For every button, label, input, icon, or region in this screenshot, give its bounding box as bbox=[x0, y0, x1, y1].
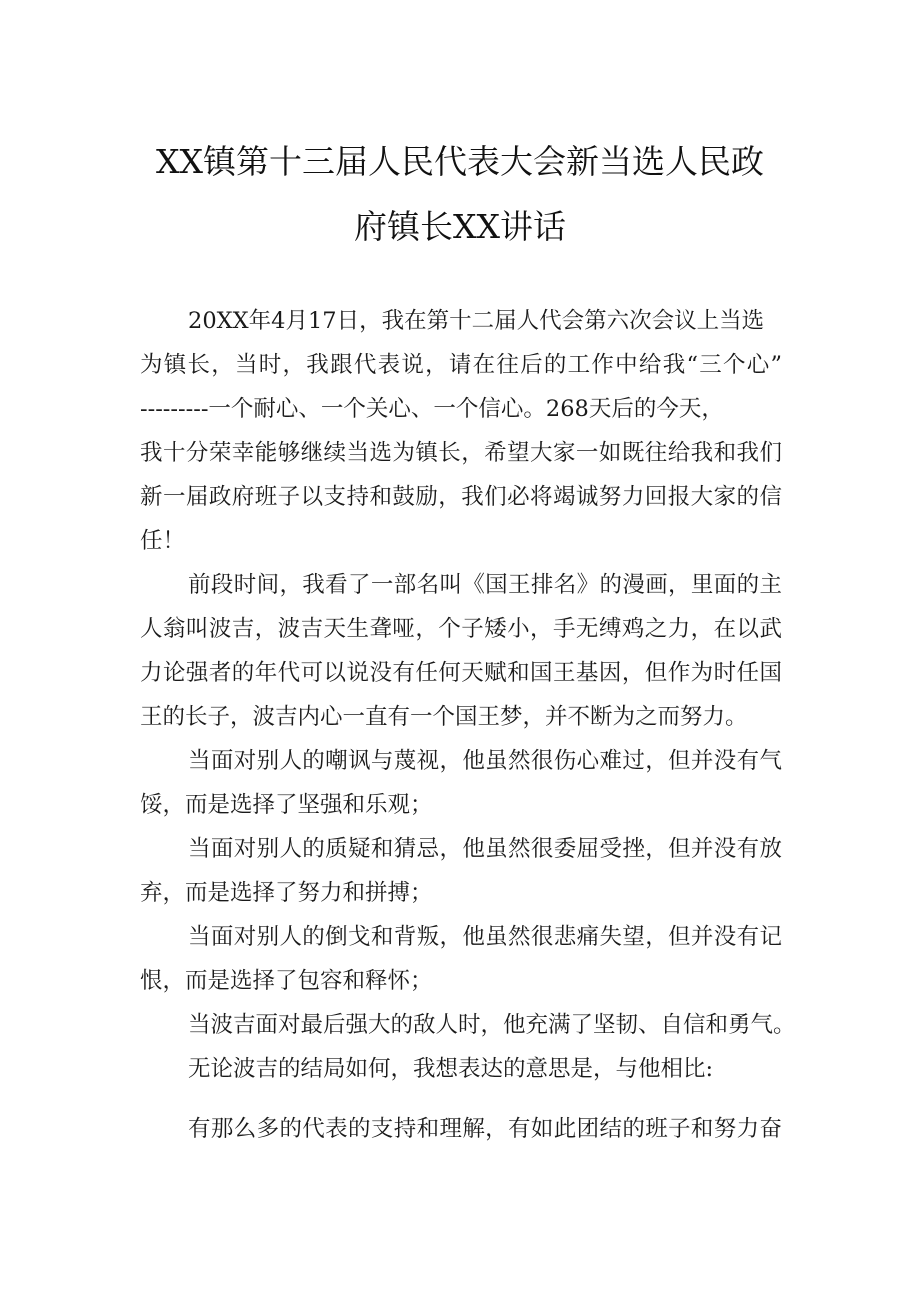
body-line: 有那么多的代表的支持和理解，有如此团结的班子和努力奋 bbox=[188, 1116, 782, 1142]
body-line: 任！ bbox=[140, 528, 186, 554]
body-line: 我十分荣幸能够继续当选为镇长，希望大家一如既往给我和我们 bbox=[140, 440, 782, 466]
body-line: 力论强者的年代可以说没有任何天赋和国王基因，但作为时任国 bbox=[140, 660, 782, 686]
body-line: 人翁叫波吉，波吉天生聋哑，个子矮小，手无缚鸡之力，在以武 bbox=[140, 616, 782, 642]
body-line: 为镇长，当时，我跟代表说，请在往后的工作中给我“三个心” bbox=[140, 352, 782, 378]
body-line: 馁，而是选择了坚强和乐观； bbox=[140, 792, 433, 818]
body-line: 王的长子，波吉内心一直有一个国王梦，并不断为之而努力。 bbox=[140, 704, 748, 730]
body-line: 恨，而是选择了包容和释怀； bbox=[140, 968, 433, 994]
body-line: 当面对别人的嘲讽与蔑视，他虽然很伤心难过，但并没有气 bbox=[188, 748, 782, 774]
document-title-line-2: 府镇长XX讲话 bbox=[354, 207, 566, 246]
body-line: 弃，而是选择了努力和拼搏； bbox=[140, 880, 433, 906]
body-line: 前段时间，我看了一部名叫《国王排名》的漫画，里面的主 bbox=[188, 572, 782, 598]
body-line: ---------一个耐心、一个关心、一个信心。268天后的今天， bbox=[140, 396, 724, 422]
document-title-line-1: XX镇第十三届人民代表大会新当选人民政 bbox=[156, 142, 764, 181]
body-line: 当面对别人的倒戈和背叛，他虽然很悲痛失望，但并没有记 bbox=[188, 924, 782, 950]
body-line: 当波吉面对最后强大的敌人时，他充满了坚韧、自信和勇气。 bbox=[188, 1012, 796, 1038]
body-line: 当面对别人的质疑和猜忌，他虽然很委屈受挫，但并没有放 bbox=[188, 836, 782, 862]
body-line: 20XX年4月17日，我在第十二届人代会第六次会议上当选 bbox=[188, 308, 765, 334]
body-line: 新一届政府班子以支持和鼓励，我们必将竭诚努力回报大家的信 bbox=[140, 484, 782, 510]
body-line: 无论波吉的结局如何，我想表达的意思是，与他相比: bbox=[188, 1056, 714, 1082]
